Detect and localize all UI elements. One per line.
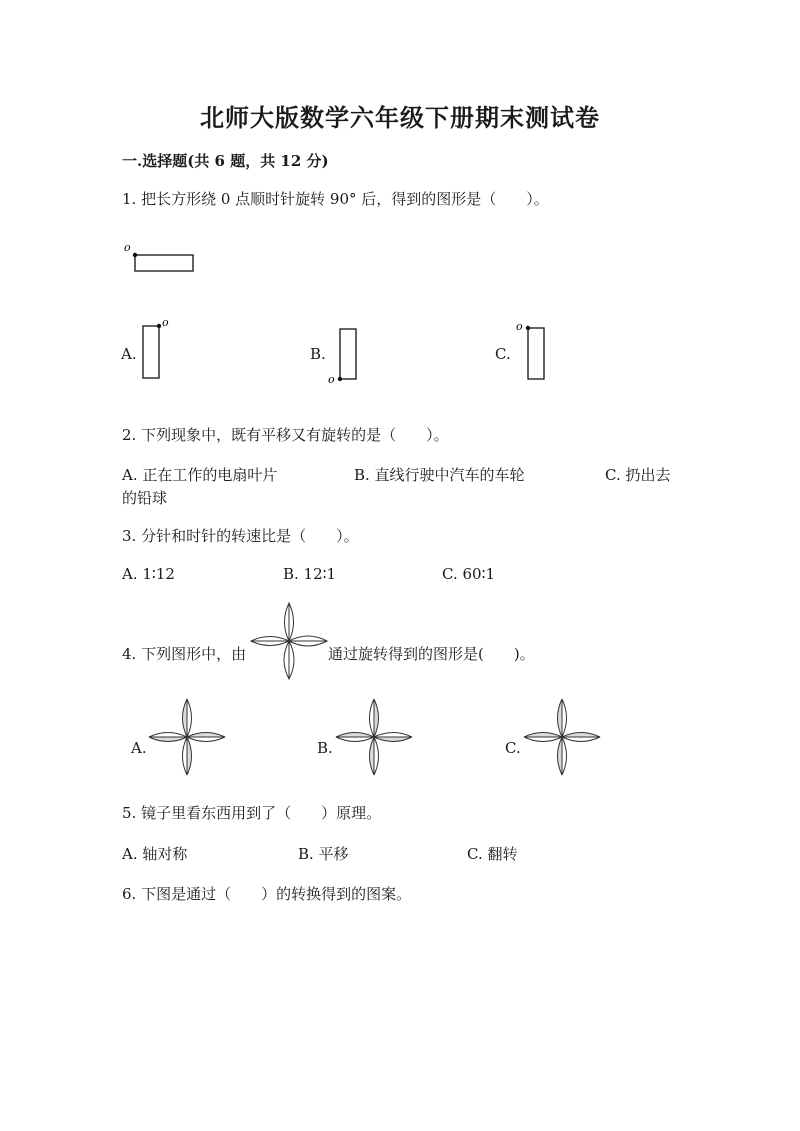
question-6-stem: 6. 下图是通过（ ）的转换得到的图案。 — [122, 885, 412, 903]
q4-option-c-label[interactable]: C. — [505, 739, 521, 757]
section-heading: 一.选择题(共 6 题，共 12 分) — [122, 152, 329, 170]
q3-option-a[interactable]: A. 1∶12 — [122, 565, 175, 583]
q4-option-c-figure[interactable] — [523, 698, 601, 776]
q1-point-label-o: o — [124, 241, 131, 254]
svg-text:o: o — [162, 316, 169, 329]
q1-option-a-figure[interactable] — [138, 316, 178, 386]
page-title: 北师大版数学六年级下册期末测试卷 — [200, 103, 600, 132]
q1-option-b-figure[interactable] — [325, 320, 365, 390]
q3-option-b[interactable]: B. 12∶1 — [283, 565, 337, 583]
question-5-stem: 5. 镜子里看东西用到了（ ）原理。 — [122, 804, 382, 822]
svg-text:o: o — [516, 320, 523, 333]
q5-option-a[interactable]: A. 轴对称 — [122, 845, 188, 863]
q4-option-b-figure[interactable] — [335, 698, 413, 776]
question-4-stem-before: 4. 下列图形中，由 — [122, 645, 247, 663]
q1-option-c-label[interactable]: C. — [495, 345, 511, 363]
svg-text:o: o — [328, 373, 335, 386]
q4-option-a-figure[interactable] — [148, 698, 226, 776]
q3-option-c[interactable]: C. 60∶1 — [442, 565, 496, 583]
q2-option-b[interactable]: B. 直线行驶中汽车的车轮 — [354, 466, 525, 484]
question-3-stem: 3. 分针和时针的转速比是（ ）。 — [122, 527, 359, 545]
q1-option-b-label[interactable]: B. — [310, 345, 326, 363]
q2-option-a[interactable]: A. 正在工作的电扇叶片 — [122, 466, 278, 484]
q4-option-a-label[interactable]: A. — [131, 739, 147, 757]
q1-option-c-figure[interactable] — [512, 318, 552, 388]
q5-option-b[interactable]: B. 平移 — [298, 845, 349, 863]
q5-option-c[interactable]: C. 翻转 — [467, 845, 518, 863]
question-4-stem-after: 通过旋转得到的图形是( )。 — [328, 645, 535, 663]
q1-option-a-label[interactable]: A. — [121, 345, 137, 363]
question-2-stem: 2. 下列现象中，既有平移又有旋转的是（ ）。 — [122, 426, 449, 444]
q4-petal-flower-figure — [250, 602, 328, 680]
q2-option-c-continued: 的铅球 — [122, 489, 168, 507]
q2-option-c[interactable]: C. 扔出去 — [605, 466, 671, 484]
question-1-stem: 1. 把长方形绕 0 点顺时针旋转 90° 后，得到的图形是（ ）。 — [122, 190, 549, 208]
q1-original-rectangle-figure — [120, 240, 210, 280]
q4-option-b-label[interactable]: B. — [317, 739, 333, 757]
